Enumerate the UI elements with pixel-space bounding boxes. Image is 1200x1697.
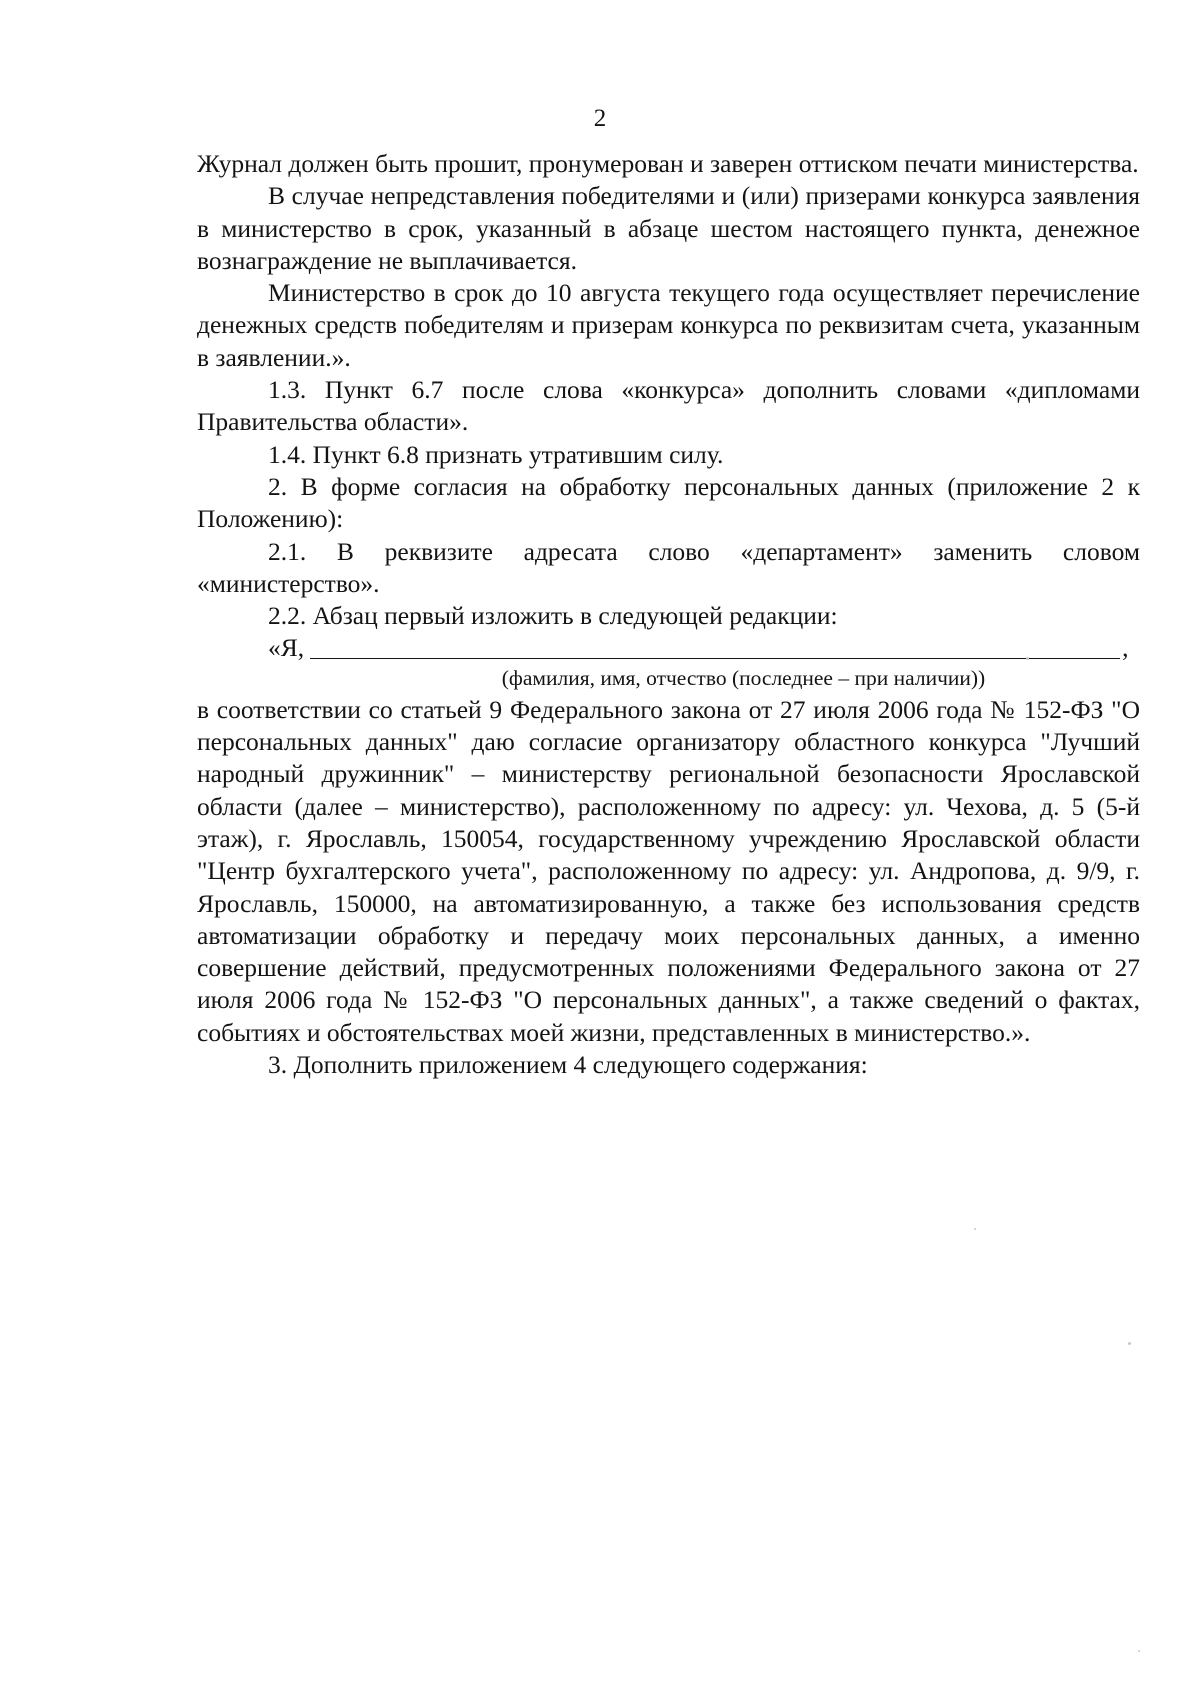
page-number: 2: [593, 105, 607, 132]
fio-caption: (фамилия, имя, отчество (последнее – при наличии)): [501, 665, 986, 690]
paragraph-1-4: 1.4. Пункт 6.8 признать утратившим силу.: [268, 439, 724, 469]
paragraph-3: 3. Дополнить приложением 4 следующего содержания:: [268, 1050, 868, 1080]
name-fill-line: [197, 632, 1140, 664]
name-blank-underline: [310, 657, 1120, 659]
ya-comma: ,: [1122, 633, 1129, 663]
paragraph-1-3: 1.3. Пункт 6.7 после слова «конкурса» дополнить словами «дипломами Правительства области».: [197, 375, 1140, 437]
paragraph-journal: Журнал должен быть прошит, пронумерован и заверен оттиском печати министерства.: [197, 149, 1139, 178]
scan-speck: [974, 1228, 976, 1230]
paragraph-2-2: 2.2. Абзац первый изложить в следующей редакции:: [268, 601, 838, 631]
scan-speck: [1128, 1342, 1131, 1345]
scan-speck: [1026, 657, 1029, 660]
paragraph-consent: в соответствии со статьей 9 Федерального закона от 27 июля 2006 года № 152-ФЗ "О персональных данных" даю согласие организатору областного конкурса "Лучший народный дружинник" – министерству региональной безопасности Ярославской области (далее – министерство), расположенному по адресу: ул. Чехова, д. 5 (5-й этаж), г. Ярославль, 150054, государственному учреждению Ярославской области "Центр бухгалтерского учета", расположенному по адресу: ул. Андропова, д. 9/9, г. Ярославль, 150000, на автоматизированную, а также без использования средств автоматизации обработку и передачу моих персональных данных, а именно совершение действий, предусмотренных положениями Федерального закона от 27 июля 2006 года № 152-ФЗ "О персональных данных", а также сведений о фактах, событиях и обстоятельствах моей жизни, представленных в министерство.».: [197, 694, 1140, 1047]
paragraph-2: 2. В форме согласия на обработку персональных данных (приложение 2 к Положению):: [197, 471, 1140, 534]
paragraph-transfer: Министерство в срок до 10 августа текущего года осуществляет перечисление денежных средств победителям и призерам конкурса по реквизитам счета, указанным в заявлении.».: [197, 278, 1140, 372]
document-body: [197, 148, 1140, 1081]
ya-label: «Я,: [268, 633, 305, 663]
scan-speck: [1138, 1650, 1140, 1652]
paragraph-2-1: 2.1. В реквизите адресата слово «департамент» заменить словом «министерство».: [197, 536, 1140, 598]
paragraph-non-submission: В случае непредставления победителями и (или) призерами конкурса заявления в министерство в срок, указанный в абзаце шестом настоящего пункта, денежное вознаграждение не выплачивается.: [197, 181, 1140, 275]
